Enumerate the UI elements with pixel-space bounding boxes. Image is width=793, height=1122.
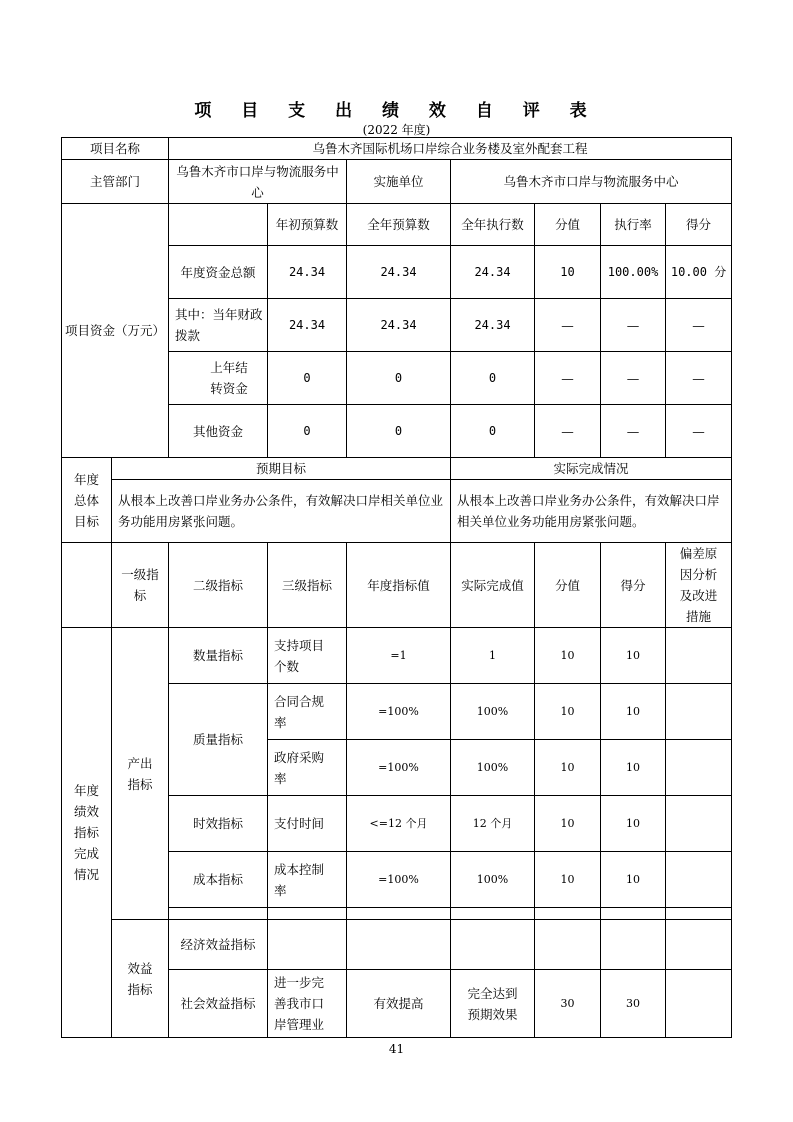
page-title: 项 目 支 出 绩 效 自 评 表 [194,101,599,121]
funds-cell: 24.34 [347,246,451,299]
indicator-score: 10 [535,740,601,796]
indicator-score: 10 [535,628,601,684]
funds-cell: — [666,405,732,458]
indicator-name: 支付时间 [268,796,347,852]
table-row [62,160,732,204]
indicator-deviation [666,740,732,796]
funds-cell: 100.00% [601,246,666,299]
indicator-score [535,920,601,970]
indicator-deviation [666,852,732,908]
indicator-got [601,920,666,970]
funds-cell: 24.34 [451,246,535,299]
funds-header: 全年执行数 [451,204,535,246]
funds-cell: 24.34 [451,299,535,352]
funds-cell: 24.34 [268,246,347,299]
social-indicator-label: 社会效益指标 [169,970,268,1038]
funds-cell: 0 [347,405,451,458]
indicator-actual [451,920,535,970]
indicator-actual: 完全达到预期效果 [451,970,535,1038]
indicator-name: 合同合规率 [268,684,347,740]
indicator-deviation [666,970,732,1038]
table-row [62,204,732,246]
indicator-score: 30 [535,970,601,1038]
indicator-target: =100% [347,684,451,740]
indicator-actual: 100% [451,740,535,796]
indicator-header: 实际完成值 [451,543,535,628]
indicator-header: 年度指标值 [347,543,451,628]
dept-label: 主管部门 [62,160,169,204]
output-indicator-label: 产出指标 [112,628,169,920]
funds-cell: 0 [451,405,535,458]
indicator-actual: 100% [451,684,535,740]
indicator-name: 支持项目个数 [268,628,347,684]
quality-indicator-label: 质量指标 [169,684,268,796]
goals-expected-header: 预期目标 [112,458,451,480]
spacer-cell [535,908,601,920]
timeliness-indicator-label: 时效指标 [169,796,268,852]
indicator-header: 分值 [535,543,601,628]
funds-cell: 0 [268,352,347,405]
indicator-target: 有效提高 [347,970,451,1038]
funds-cell: 24.34 [347,299,451,352]
dept-value: 乌鲁木齐市口岸与物流服务中心 [169,160,347,204]
indicator-got: 10 [601,852,666,908]
indicator-actual: 12 个月 [451,796,535,852]
table-row [62,628,732,684]
project-name: 乌鲁木齐国际机场口岸综合业务楼及室外配套工程 [169,138,732,160]
funds-cell: — [666,352,732,405]
indicator-got: 10 [601,628,666,684]
funds-cell: 10 [535,246,601,299]
page-number: 41 [388,1042,405,1056]
funds-header: 分值 [535,204,601,246]
spacer-cell [451,908,535,920]
benefit-indicator-label: 效益指标 [112,920,169,1038]
goals-actual-header: 实际完成情况 [451,458,732,480]
indicator-target: =1 [347,628,451,684]
quantity-indicator-label: 数量指标 [169,628,268,684]
table-row [62,543,732,628]
goals-expected: 从根本上改善口岸业务办公条件，有效解决口岸相关单位业务功能用房紧张问题。 [112,480,451,543]
indicator-header: 一级指标 [112,543,169,628]
funds-cell: 0 [347,352,451,405]
indicator-target [347,920,451,970]
indicator-header: 偏差原因分析及改进措施 [666,543,732,628]
funds-corner-cell [169,204,268,246]
indicator-actual: 1 [451,628,535,684]
indicator-got: 10 [601,740,666,796]
indicator-header: 三级指标 [268,543,347,628]
indicators-section-label: 年度绩效指标完成情况 [62,628,112,1038]
spacer-cell [268,908,347,920]
table-row [62,920,732,970]
spacer-cell [169,908,268,920]
spacer-cell [666,908,732,920]
funds-header: 全年预算数 [347,204,451,246]
funds-header: 执行率 [601,204,666,246]
indicator-score: 10 [535,684,601,740]
indicator-deviation [666,684,732,740]
funds-cell: 0 [451,352,535,405]
goals-section-label: 年度总体目标 [62,458,112,543]
goals-actual: 从根本上改善口岸业务办公条件，有效解决口岸相关单位业务功能用房紧张问题。 [451,480,732,543]
indicator-target: =100% [347,852,451,908]
table-row [62,458,732,480]
performance-table [61,137,732,1038]
funds-row-label: 其中：当年财政拨款 [169,299,268,352]
indicator-got: 30 [601,970,666,1038]
indicator-deviation [666,796,732,852]
indicator-name: 成本控制率 [268,852,347,908]
indicator-score: 10 [535,796,601,852]
funds-cell: — [601,405,666,458]
spacer-cell [601,908,666,920]
indicator-name [268,920,347,970]
project-name-label: 项目名称 [62,138,169,160]
table-row [62,138,732,160]
indicator-actual: 100% [451,852,535,908]
funds-cell: — [601,299,666,352]
funds-cell: — [601,352,666,405]
funds-cell: 10.00 分 [666,246,732,299]
economic-indicator-label: 经济效益指标 [169,920,268,970]
indicator-target: <=12 个月 [347,796,451,852]
funds-row-label: 年度资金总额 [169,246,268,299]
indicator-target: =100% [347,740,451,796]
funds-row-label: 上年结转资金 [169,352,268,405]
indicator-name: 政府采购率 [268,740,347,796]
funds-cell: — [535,405,601,458]
table-row [62,480,732,543]
funds-cell: — [535,352,601,405]
funds-cell: — [535,299,601,352]
funds-section-label: 项目资金（万元） [62,204,169,458]
page-subtitle: (2022 年度) [362,123,431,137]
indicator-name: 进一步完善我市口岸管理业 [268,970,347,1038]
indicator-got: 10 [601,796,666,852]
indicator-deviation [666,920,732,970]
indicator-score: 10 [535,852,601,908]
impl-value: 乌鲁木齐市口岸与物流服务中心 [451,160,732,204]
cost-indicator-label: 成本指标 [169,852,268,908]
funds-cell: — [666,299,732,352]
indicator-deviation [666,628,732,684]
indicator-header: 得分 [601,543,666,628]
indicator-header: 二级指标 [169,543,268,628]
funds-header: 年初预算数 [268,204,347,246]
funds-row-label: 其他资金 [169,405,268,458]
funds-cell: 24.34 [268,299,347,352]
indicator-got: 10 [601,684,666,740]
impl-label: 实施单位 [347,160,451,204]
indicator-corner-cell [62,543,112,628]
funds-cell: 0 [268,405,347,458]
funds-header: 得分 [666,204,732,246]
spacer-cell [347,908,451,920]
